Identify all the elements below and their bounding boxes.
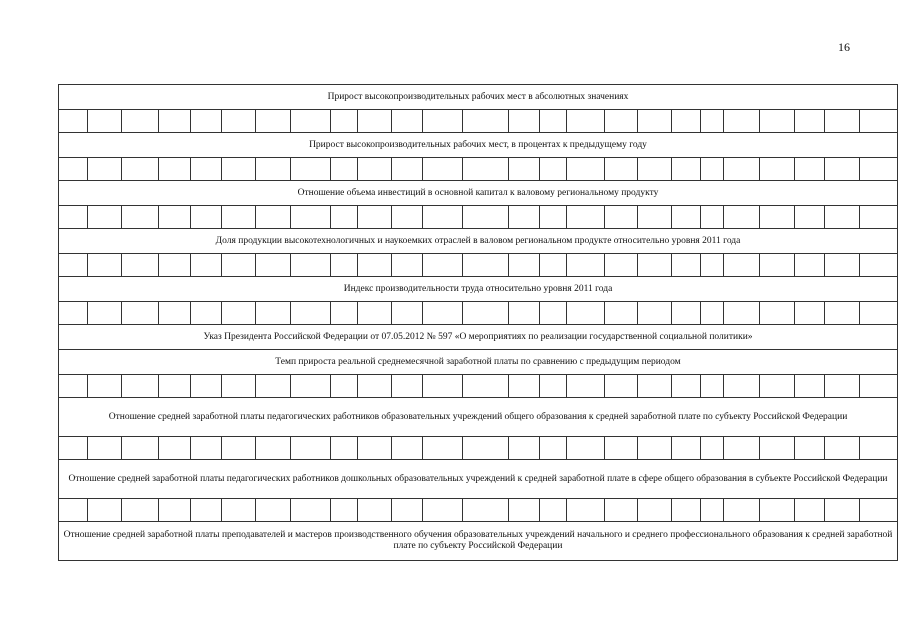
value-cell: [824, 254, 860, 277]
value-cell: [88, 302, 121, 325]
value-cell: [638, 158, 671, 181]
value-cell: [59, 302, 88, 325]
value-cell: [604, 437, 637, 460]
value-cell: [795, 499, 824, 522]
value-cell: [604, 110, 637, 133]
value-cell: [255, 375, 291, 398]
indicator-header-row: [59, 181, 898, 206]
value-cell: [638, 110, 671, 133]
value-cell: [358, 206, 391, 229]
value-cell: [88, 158, 121, 181]
value-cell: [190, 110, 221, 133]
value-cell: [222, 437, 255, 460]
value-cell: [795, 302, 824, 325]
value-cell: [88, 375, 121, 398]
value-cell: [88, 254, 121, 277]
value-cell: [860, 254, 898, 277]
value-cell: [824, 158, 860, 181]
indicator-header-row: [59, 229, 898, 254]
value-cell: [291, 158, 331, 181]
value-cell: [604, 375, 637, 398]
value-cell: [540, 158, 567, 181]
value-cell: [638, 375, 671, 398]
value-cell: [671, 110, 700, 133]
value-cell: [422, 302, 462, 325]
value-cell: [604, 302, 637, 325]
value-row: [59, 375, 898, 398]
value-cell: [59, 254, 88, 277]
value-cell: [462, 437, 508, 460]
value-cell: [59, 375, 88, 398]
indicator-title: Отношение средней заработной платы преподавателей и мастеров производственного обучения образовательных учреждений начального и среднего профессионального образования к средней заработной плате по субъекту Российской Федерации: [59, 522, 898, 561]
indicator-title: Доля продукции высокотехнологичных и наукоемких отраслей в валовом региональном продукте относительно уровня 2011 года: [59, 229, 898, 254]
value-cell: [59, 206, 88, 229]
value-cell: [824, 302, 860, 325]
value-cell: [291, 110, 331, 133]
value-cell: [59, 437, 88, 460]
value-cell: [88, 499, 121, 522]
value-cell: [567, 158, 605, 181]
value-cell: [671, 254, 700, 277]
value-cell: [59, 110, 88, 133]
value-cell: [222, 499, 255, 522]
value-cell: [159, 375, 190, 398]
value-cell: [638, 206, 671, 229]
value-cell: [795, 375, 824, 398]
value-cell: [759, 302, 795, 325]
value-cell: [391, 206, 422, 229]
value-cell: [121, 206, 159, 229]
value-cell: [190, 302, 221, 325]
value-cell: [795, 158, 824, 181]
value-cell: [255, 302, 291, 325]
value-cell: [701, 437, 724, 460]
value-cell: [540, 499, 567, 522]
value-cell: [121, 437, 159, 460]
value-cell: [638, 254, 671, 277]
value-cell: [222, 158, 255, 181]
value-cell: [824, 499, 860, 522]
value-cell: [724, 254, 760, 277]
value-cell: [724, 158, 760, 181]
value-cell: [391, 437, 422, 460]
value-cell: [422, 499, 462, 522]
value-cell: [255, 206, 291, 229]
value-cell: [330, 437, 357, 460]
value-cell: [604, 499, 637, 522]
value-cell: [291, 302, 331, 325]
value-cell: [508, 158, 539, 181]
value-cell: [860, 499, 898, 522]
value-cell: [671, 158, 700, 181]
value-cell: [121, 158, 159, 181]
value-cell: [462, 110, 508, 133]
value-cell: [462, 499, 508, 522]
value-cell: [159, 437, 190, 460]
value-cell: [222, 375, 255, 398]
value-cell: [330, 158, 357, 181]
value-cell: [567, 302, 605, 325]
value-row: [59, 437, 898, 460]
value-cell: [860, 158, 898, 181]
indicator-header-row: [59, 85, 898, 110]
value-cell: [508, 499, 539, 522]
value-cell: [604, 158, 637, 181]
value-cell: [567, 206, 605, 229]
value-cell: [724, 206, 760, 229]
value-cell: [638, 499, 671, 522]
value-cell: [358, 254, 391, 277]
value-cell: [795, 437, 824, 460]
value-cell: [291, 499, 331, 522]
value-cell: [540, 302, 567, 325]
value-row: [59, 158, 898, 181]
value-cell: [422, 158, 462, 181]
value-row: [59, 499, 898, 522]
value-cell: [422, 254, 462, 277]
value-cell: [190, 499, 221, 522]
value-cell: [190, 375, 221, 398]
value-cell: [121, 302, 159, 325]
value-cell: [291, 206, 331, 229]
value-cell: [724, 110, 760, 133]
indicator-title: Прирост высокопроизводительных рабочих мест, в процентах к предыдущему году: [59, 133, 898, 158]
value-cell: [759, 110, 795, 133]
value-cell: [567, 110, 605, 133]
value-cell: [391, 158, 422, 181]
value-cell: [759, 206, 795, 229]
value-cell: [824, 206, 860, 229]
value-cell: [724, 375, 760, 398]
value-cell: [795, 110, 824, 133]
value-cell: [824, 375, 860, 398]
value-row: [59, 206, 898, 229]
value-cell: [422, 206, 462, 229]
value-cell: [255, 158, 291, 181]
value-cell: [701, 110, 724, 133]
value-cell: [508, 254, 539, 277]
value-cell: [59, 499, 88, 522]
value-cell: [860, 375, 898, 398]
value-cell: [88, 206, 121, 229]
value-cell: [222, 110, 255, 133]
indicator-header-row: [59, 133, 898, 158]
value-cell: [422, 110, 462, 133]
value-cell: [671, 206, 700, 229]
value-cell: [671, 302, 700, 325]
value-cell: [190, 254, 221, 277]
value-cell: [391, 254, 422, 277]
indicator-title: Отношение средней заработной платы педагогических работников образовательных учреждений общего образования к средней заработной плате по субъекту Российской Федерации: [59, 398, 898, 437]
value-cell: [724, 499, 760, 522]
value-cell: [638, 302, 671, 325]
value-cell: [701, 254, 724, 277]
value-cell: [330, 302, 357, 325]
indicator-header-row: [59, 277, 898, 302]
value-cell: [508, 302, 539, 325]
value-cell: [358, 110, 391, 133]
value-cell: [88, 437, 121, 460]
value-cell: [724, 437, 760, 460]
value-cell: [121, 375, 159, 398]
indicator-title: Отношение объема инвестиций в основной капитал к валовому региональному продукту: [59, 181, 898, 206]
value-cell: [159, 254, 190, 277]
value-cell: [701, 206, 724, 229]
value-cell: [824, 110, 860, 133]
value-cell: [391, 375, 422, 398]
value-cell: [291, 375, 331, 398]
value-cell: [255, 110, 291, 133]
indicator-title: Индекс производительности труда относительно уровня 2011 года: [59, 277, 898, 302]
indicator-title: Темп прироста реальной среднемесячной заработной платы по сравнению с предыдущим периодом: [59, 350, 898, 375]
indicator-header-row: [59, 398, 898, 437]
value-cell: [159, 110, 190, 133]
value-cell: [795, 206, 824, 229]
indicator-header-row: [59, 350, 898, 375]
value-cell: [159, 158, 190, 181]
value-cell: [358, 375, 391, 398]
value-cell: [701, 375, 724, 398]
value-cell: [824, 437, 860, 460]
indicator-header-row: [59, 325, 898, 350]
value-cell: [604, 206, 637, 229]
value-cell: [358, 158, 391, 181]
value-row: [59, 110, 898, 133]
value-cell: [255, 254, 291, 277]
value-cell: [330, 499, 357, 522]
value-cell: [701, 302, 724, 325]
value-cell: [159, 302, 190, 325]
value-cell: [330, 375, 357, 398]
value-cell: [422, 437, 462, 460]
value-cell: [159, 206, 190, 229]
value-cell: [860, 206, 898, 229]
value-cell: [508, 437, 539, 460]
indicator-title: Прирост высокопроизводительных рабочих мест в абсолютных значениях: [59, 85, 898, 110]
value-cell: [860, 437, 898, 460]
value-cell: [540, 375, 567, 398]
value-cell: [391, 302, 422, 325]
value-cell: [604, 254, 637, 277]
value-row: [59, 302, 898, 325]
value-cell: [508, 110, 539, 133]
value-cell: [540, 437, 567, 460]
value-cell: [462, 254, 508, 277]
value-cell: [190, 206, 221, 229]
value-cell: [330, 206, 357, 229]
value-cell: [330, 110, 357, 133]
value-cell: [724, 302, 760, 325]
value-cell: [567, 437, 605, 460]
value-cell: [759, 437, 795, 460]
value-cell: [701, 158, 724, 181]
value-cell: [860, 302, 898, 325]
value-cell: [671, 437, 700, 460]
value-cell: [358, 302, 391, 325]
value-cell: [291, 437, 331, 460]
value-cell: [508, 375, 539, 398]
value-cell: [638, 437, 671, 460]
value-cell: [159, 499, 190, 522]
value-cell: [795, 254, 824, 277]
value-cell: [759, 254, 795, 277]
value-cell: [121, 499, 159, 522]
value-cell: [567, 375, 605, 398]
indicator-title: Отношение средней заработной платы педагогических работников дошкольных образовательных учреждений к средней заработной плате в сфере общего образования в субъекте Российской Федерации: [59, 460, 898, 499]
value-cell: [222, 206, 255, 229]
page-number: 16: [838, 40, 850, 54]
value-cell: [860, 110, 898, 133]
value-cell: [540, 110, 567, 133]
value-cell: [291, 254, 331, 277]
value-cell: [358, 437, 391, 460]
value-cell: [567, 254, 605, 277]
value-cell: [255, 499, 291, 522]
value-cell: [121, 110, 159, 133]
value-cell: [508, 206, 539, 229]
value-cell: [330, 254, 357, 277]
value-cell: [567, 499, 605, 522]
value-cell: [540, 206, 567, 229]
value-cell: [422, 375, 462, 398]
value-cell: [462, 206, 508, 229]
value-cell: [759, 375, 795, 398]
value-cell: [759, 499, 795, 522]
indicator-title: Указ Президента Российской Федерации от 07.05.2012 № 597 «О мероприятиях по реализации государственной социальной политики»: [59, 325, 898, 350]
value-cell: [190, 437, 221, 460]
value-cell: [391, 110, 422, 133]
value-cell: [255, 437, 291, 460]
value-cell: [701, 499, 724, 522]
value-cell: [222, 254, 255, 277]
value-cell: [671, 375, 700, 398]
value-cell: [540, 254, 567, 277]
value-cell: [222, 302, 255, 325]
value-cell: [190, 158, 221, 181]
value-cell: [462, 375, 508, 398]
value-row: [59, 254, 898, 277]
value-cell: [462, 158, 508, 181]
value-cell: [121, 254, 159, 277]
indicator-header-row: [59, 522, 898, 561]
value-cell: [391, 499, 422, 522]
value-cell: [59, 158, 88, 181]
value-cell: [671, 499, 700, 522]
value-cell: [88, 110, 121, 133]
indicator-header-row: [59, 460, 898, 499]
indicator-table: [58, 84, 898, 561]
value-cell: [759, 158, 795, 181]
value-cell: [462, 302, 508, 325]
value-cell: [358, 499, 391, 522]
